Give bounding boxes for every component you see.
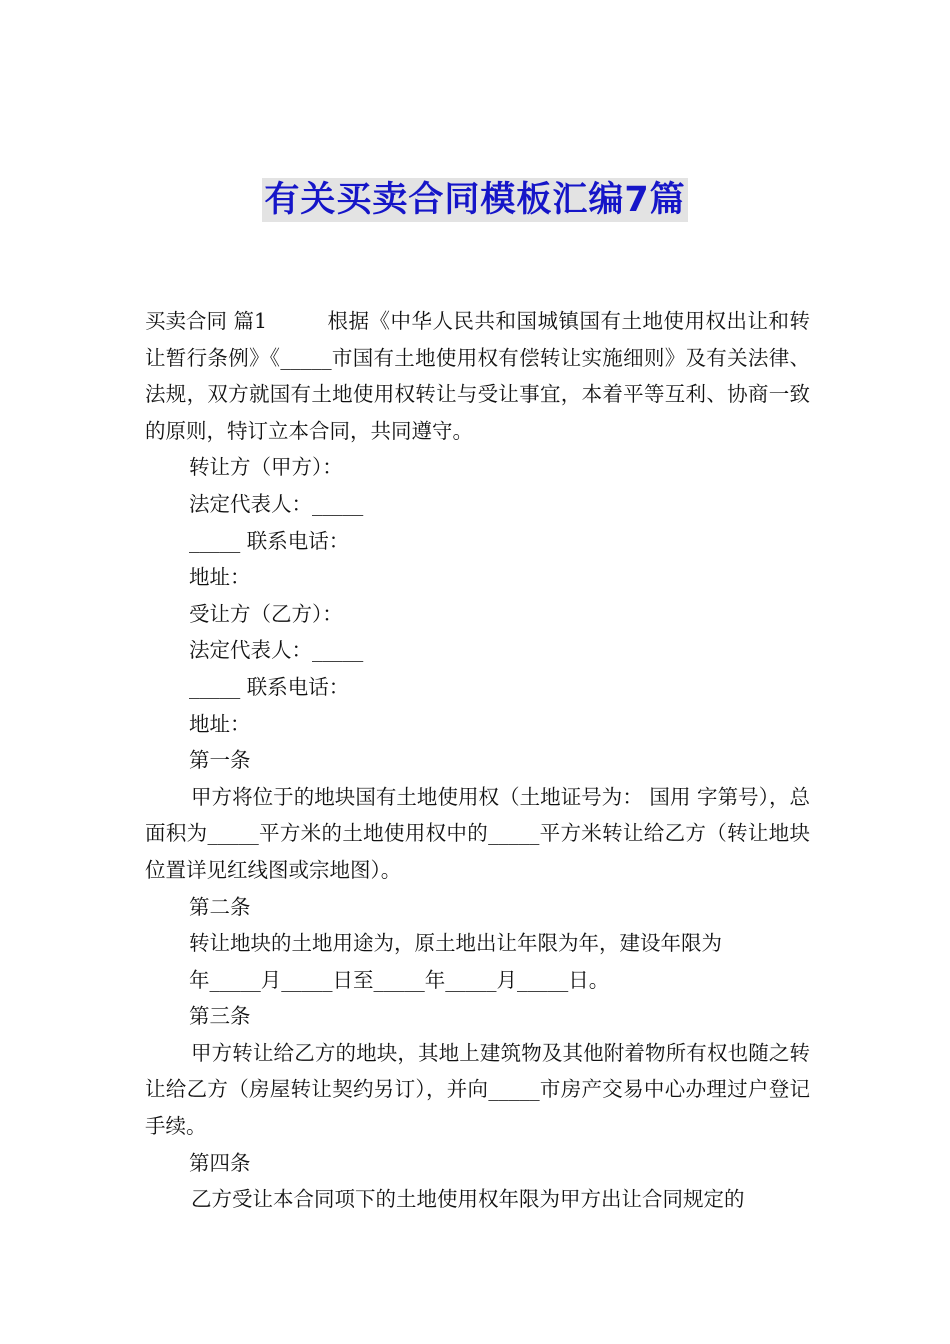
article-2-line-2: 年_____月_____日至_____年_____月_____日。 bbox=[189, 967, 610, 992]
party-b-address: 地址： bbox=[189, 711, 251, 736]
party-a-address: 地址： bbox=[189, 565, 251, 590]
article-1-text: 甲方将位于的地块国有土地使用权（土地证号为： 国用 字第号），总面积为_____平方米的土地使用权中的_____平方米转让给乙方（转让地块位置详见红线图或宗地图）。 bbox=[145, 784, 810, 882]
document-body bbox=[145, 303, 810, 1218]
party-a-representative: 法定代表人：_____ bbox=[189, 491, 364, 516]
article-1-title: 第一条 bbox=[189, 748, 251, 773]
party-a-line: 转让方（甲方）： bbox=[189, 455, 343, 480]
document-title: 有关买卖合同模板汇编7篇 bbox=[264, 180, 686, 220]
article-3-text: 甲方转让给乙方的地块，其地上建筑物及其他附着物所有权也随之转让给乙方（房屋转让契约另订），并向_____市房产交易中心办理过户登记手续。 bbox=[145, 1040, 810, 1139]
party-b-representative: 法定代表人：_____ bbox=[189, 638, 364, 663]
article-2-line-1: 转让地块的土地用途为，原土地出让年限为年，建设年限为 bbox=[189, 931, 722, 956]
title-container bbox=[0, 178, 950, 222]
article-2-title: 第二条 bbox=[189, 894, 251, 919]
article-4-title: 第四条 bbox=[189, 1150, 251, 1175]
party-b-line: 受让方（乙方）： bbox=[189, 601, 343, 626]
party-a-phone: _____ 联系电话： bbox=[189, 528, 350, 553]
article-3-title: 第三条 bbox=[189, 1004, 251, 1029]
intro-text: 根据《中华人民共和国城镇国有土地使用权出让和转让暂行条例》《_____市国有土地使用权有偿转让实施细则》及有关法律、法规，双方就国有土地使用权转让与受让事宜，本着平等互利、协商一致的原则，特订立本合同，共同遵守。 bbox=[145, 309, 810, 443]
party-b-phone: _____ 联系电话： bbox=[189, 674, 350, 699]
intro-paragraph bbox=[145, 303, 810, 449]
article-4-text: 乙方受让本合同项下的土地使用权年限为甲方出让合同规定的 bbox=[191, 1187, 745, 1212]
section-heading-label: 买卖合同 篇1 bbox=[145, 309, 268, 333]
